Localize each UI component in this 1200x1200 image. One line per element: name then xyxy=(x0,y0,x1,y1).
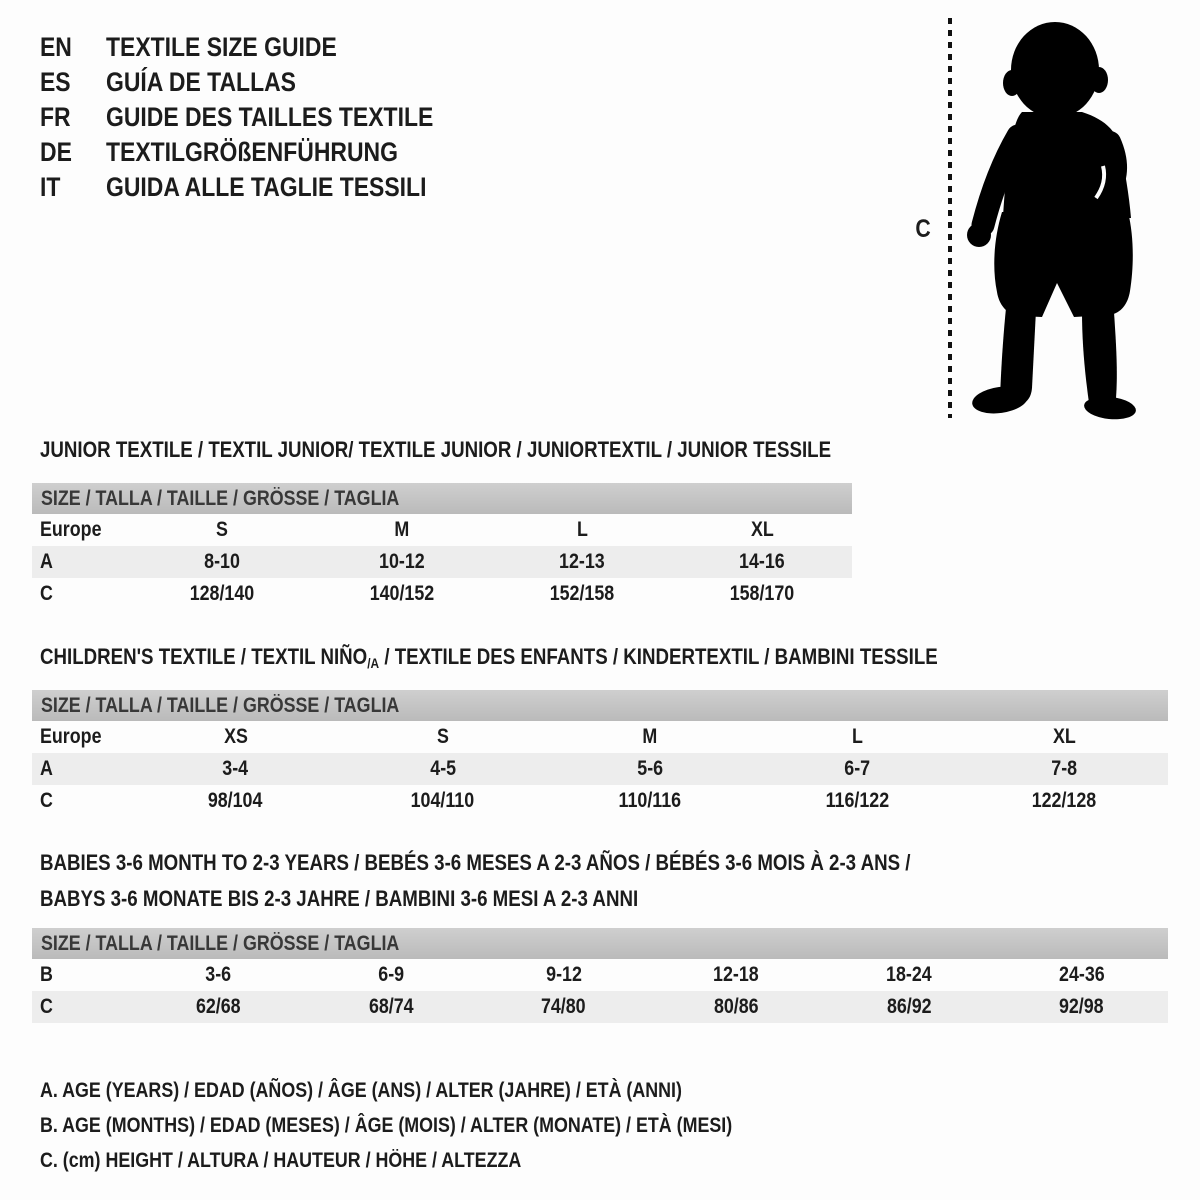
language-code xyxy=(40,30,106,65)
section-title-line2: BABYS 3-6 MONATE BIS 2-3 JAHRE / BAMBINI 3-6 MESI A 2-3 ANNI xyxy=(40,886,639,911)
table-cell xyxy=(546,725,753,749)
language-label-text: TEXTILE SIZE GUIDE xyxy=(106,32,337,62)
cell-text: L xyxy=(851,725,863,748)
legend-line-a xyxy=(40,1073,854,1108)
cell-text: 110/116 xyxy=(618,789,682,812)
title-part-after: / TEXTILE DES ENFANTS / KINDERTEXTIL / BAMBINI TESSILE xyxy=(379,644,938,669)
section-title-line1: BABIES 3-6 MONTH TO 2-3 YEARS / BEBÉS 3-6 MESES A 2-3 AÑOS / BÉBÉS 3-6 MOIS À 2-3 ANS / xyxy=(40,850,911,875)
cell-text: 24-36 xyxy=(1058,963,1105,986)
cell-text: B xyxy=(40,963,53,986)
table-row xyxy=(32,578,852,610)
table-row xyxy=(32,721,1168,753)
language-label-text: GUÍA DE TALLAS xyxy=(106,67,296,97)
language-row xyxy=(40,170,491,205)
language-label-text: TEXTILGRÖßENFÜHRUNG xyxy=(106,137,398,167)
table-cell xyxy=(132,582,312,606)
row-label-cell xyxy=(32,757,132,781)
table-cell xyxy=(492,550,672,574)
language-row xyxy=(40,30,491,65)
language-code-text: IT xyxy=(40,172,61,202)
language-row xyxy=(40,65,491,100)
table-row xyxy=(32,546,852,578)
language-code xyxy=(40,65,106,100)
table-cell xyxy=(961,789,1168,813)
cell-text: XL xyxy=(1052,725,1076,748)
row-label-cell xyxy=(32,582,132,606)
cell-text: 80/86 xyxy=(714,995,759,1018)
cell-text: S xyxy=(436,725,449,748)
cell-text: 3-4 xyxy=(222,757,249,780)
language-label xyxy=(106,100,491,135)
cell-text: 68/74 xyxy=(368,995,414,1018)
cell-text: 10-12 xyxy=(379,550,425,573)
size-table-header xyxy=(32,928,1168,959)
table-cell xyxy=(132,757,339,781)
table-row xyxy=(32,959,1168,991)
cell-text: 6-7 xyxy=(844,757,871,780)
table-cell xyxy=(305,963,478,987)
cell-text: 152/158 xyxy=(549,582,615,605)
cell-text: 74/80 xyxy=(541,995,587,1018)
table-cell xyxy=(995,963,1168,987)
cell-text: Europe xyxy=(40,725,102,748)
table-row xyxy=(32,753,1168,785)
row-label-cell xyxy=(32,725,132,749)
size-table-header-text: SIZE / TALLA / TAILLE / GRÖSSE / TAGLIA xyxy=(41,931,400,955)
section-title-children xyxy=(40,644,1096,671)
cell-text: 140/152 xyxy=(369,582,435,605)
height-dashed-line xyxy=(948,18,952,418)
babies-size-table xyxy=(32,928,1168,1023)
height-marker-label xyxy=(914,215,932,244)
cell-text: 8-10 xyxy=(204,550,240,573)
cell-text: 18-24 xyxy=(886,963,932,986)
table-cell xyxy=(132,518,312,542)
table-row xyxy=(32,785,1168,817)
section-title-junior xyxy=(40,437,971,463)
section-title-text xyxy=(40,644,938,671)
table-cell xyxy=(823,995,996,1019)
children-size-table xyxy=(32,690,1168,817)
language-label xyxy=(106,135,450,170)
cell-text: 98/104 xyxy=(208,789,263,812)
language-code xyxy=(40,100,106,135)
language-code-text: DE xyxy=(40,137,72,167)
cell-text: 3-6 xyxy=(205,963,232,986)
cell-text: M xyxy=(394,518,410,541)
junior-size-table xyxy=(32,483,852,610)
cell-text: 9-12 xyxy=(545,963,582,986)
legend-text: B. AGE (MONTHS) / EDAD (MESES) / ÂGE (MOIS) / ALTER (MONATE) / ETÀ (MESI) xyxy=(40,1114,733,1137)
table-cell xyxy=(754,789,961,813)
table-cell xyxy=(132,725,339,749)
table-row xyxy=(32,514,852,546)
row-label-cell xyxy=(32,963,132,987)
cell-text: 122/128 xyxy=(1032,789,1097,812)
row-label-cell xyxy=(32,518,132,542)
language-label xyxy=(106,30,378,65)
cell-text: C xyxy=(40,582,53,605)
cell-text: 92/98 xyxy=(1059,995,1105,1018)
table-cell xyxy=(546,789,753,813)
toddler-silhouette xyxy=(962,20,1137,420)
cell-text: 5-6 xyxy=(637,757,663,780)
language-title-block xyxy=(40,30,491,205)
legend-line-c xyxy=(40,1143,854,1178)
cell-text: 6-9 xyxy=(378,963,404,986)
size-table-header-text: SIZE / TALLA / TAILLE / GRÖSSE / TAGLIA xyxy=(41,693,400,717)
table-cell xyxy=(546,757,753,781)
table-cell xyxy=(823,963,996,987)
table-cell xyxy=(312,582,492,606)
table-cell xyxy=(477,963,650,987)
size-table-header xyxy=(32,690,1168,721)
cell-text: M xyxy=(642,725,658,748)
title-part-subscript: /A xyxy=(367,655,380,671)
cell-text: XS xyxy=(223,725,248,748)
language-label xyxy=(106,170,483,205)
cell-text: 158/170 xyxy=(729,582,795,605)
cell-text: L xyxy=(576,518,588,541)
table-cell xyxy=(339,789,546,813)
legend-line-b xyxy=(40,1108,854,1143)
legend-text: A. AGE (YEARS) / EDAD (AÑOS) / ÂGE (ANS) / ALTER (JAHRE) / ETÀ (ANNI) xyxy=(40,1079,682,1102)
cell-text: 128/140 xyxy=(189,582,255,605)
height-marker-text: C xyxy=(915,215,931,243)
cell-text: A xyxy=(40,550,53,573)
row-label-cell xyxy=(32,995,132,1019)
table-cell xyxy=(132,995,305,1019)
table-cell xyxy=(492,582,672,606)
language-label-text: GUIDA ALLE TAGLIE TESSILI xyxy=(106,172,427,202)
table-cell xyxy=(672,550,852,574)
table-cell xyxy=(754,725,961,749)
cell-text: 12-18 xyxy=(713,963,760,986)
table-cell xyxy=(492,518,672,542)
section-title-babies xyxy=(40,845,1064,917)
cell-text: A xyxy=(40,757,53,780)
table-cell xyxy=(650,963,823,987)
language-row xyxy=(40,135,491,170)
language-label-text: GUIDE DES TAILLES TEXTILE xyxy=(106,102,434,132)
table-cell xyxy=(961,757,1168,781)
size-table-header-text: SIZE / TALLA / TAILLE / GRÖSSE / TAGLIA xyxy=(41,486,400,510)
row-label-cell xyxy=(32,789,132,813)
table-cell xyxy=(132,789,339,813)
table-cell xyxy=(672,582,852,606)
cell-text: C xyxy=(40,789,53,812)
table-cell xyxy=(477,995,650,1019)
cell-text: C xyxy=(40,995,53,1018)
table-cell xyxy=(339,757,546,781)
table-cell xyxy=(132,550,312,574)
table-cell xyxy=(754,757,961,781)
size-table-header xyxy=(32,483,852,514)
table-cell xyxy=(995,995,1168,1019)
language-label xyxy=(106,65,330,100)
language-code xyxy=(40,170,106,205)
table-cell xyxy=(312,550,492,574)
table-cell xyxy=(961,725,1168,749)
title-part-before: CHILDREN'S TEXTILE / TEXTIL NIÑO xyxy=(40,644,368,669)
table-cell xyxy=(305,995,478,1019)
cell-text: 116/122 xyxy=(825,789,889,812)
language-row xyxy=(40,100,491,135)
cell-text: 7-8 xyxy=(1051,757,1078,780)
table-cell xyxy=(672,518,852,542)
language-code-text: EN xyxy=(40,32,72,62)
table-cell xyxy=(339,725,546,749)
cell-text: 104/110 xyxy=(411,789,475,812)
language-code xyxy=(40,135,106,170)
language-code-text: FR xyxy=(40,102,71,132)
table-row xyxy=(32,991,1168,1023)
cell-text: S xyxy=(216,518,228,541)
legend-text: C. (cm) HEIGHT / ALTURA / HAUTEUR / HÖHE / ALTEZZA xyxy=(40,1149,522,1172)
section-title-text: JUNIOR TEXTILE / TEXTIL JUNIOR/ TEXTILE JUNIOR / JUNIORTEXTIL / JUNIOR TESSILE xyxy=(40,437,832,462)
cell-text: XL xyxy=(750,518,774,541)
cell-text: 12-13 xyxy=(559,550,605,573)
cell-text: Europe xyxy=(40,518,102,541)
cell-text: 86/92 xyxy=(886,995,932,1018)
row-label-cell xyxy=(32,550,132,574)
cell-text: 4-5 xyxy=(429,757,456,780)
cell-text: 14-16 xyxy=(739,550,785,573)
language-code-text: ES xyxy=(40,67,71,97)
table-cell xyxy=(132,963,305,987)
table-cell xyxy=(650,995,823,1019)
measurement-legend xyxy=(40,1073,854,1178)
cell-text: 62/68 xyxy=(195,995,241,1018)
table-cell xyxy=(312,518,492,542)
